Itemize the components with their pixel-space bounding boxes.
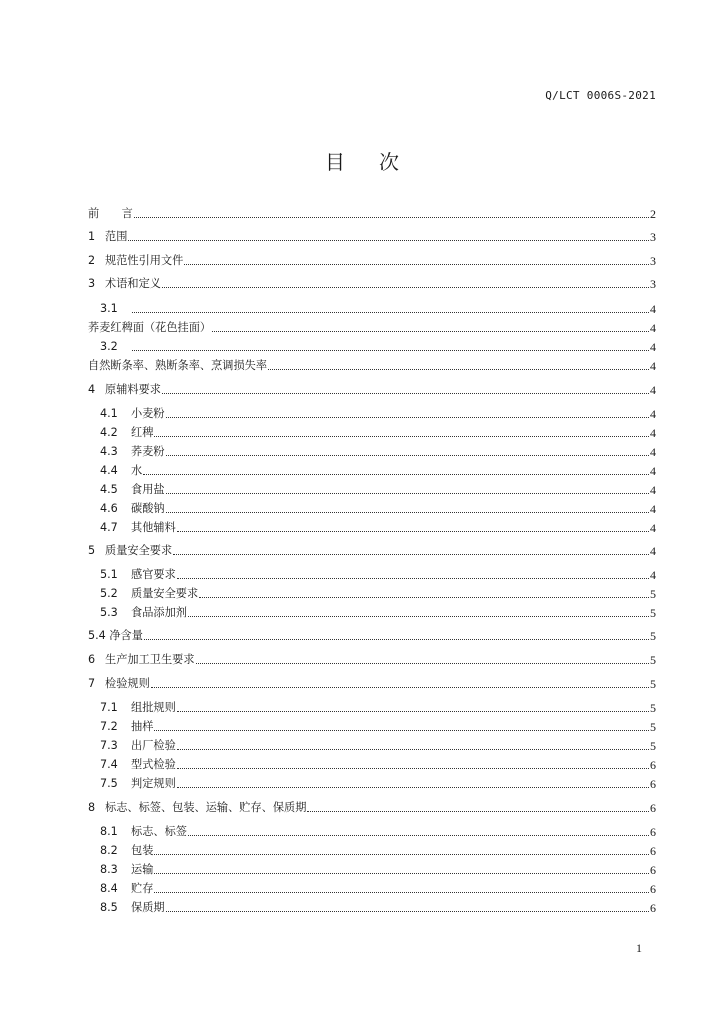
toc-entry-number: 5.2 [100, 587, 118, 600]
toc-entry-number: 3 [88, 277, 96, 290]
dot-leader [177, 577, 649, 579]
toc-entry-number: 5.3 [100, 606, 118, 619]
toc-entry-label: 贮存 [131, 882, 154, 895]
toc-entry-2[interactable] [88, 252, 656, 268]
toc-entry-number: 7.1 [100, 701, 118, 714]
toc-entry-number: 8.3 [100, 863, 118, 876]
toc-entry-label: 生产加工卫生要求 [105, 653, 195, 666]
toc-entry-3-1-term[interactable] [88, 319, 656, 335]
toc-page-number: 5 [650, 653, 656, 667]
dot-leader [177, 786, 649, 788]
toc-page-number: 5 [650, 629, 656, 643]
toc-page-number: 6 [650, 844, 656, 858]
toc-title: 目次 [325, 150, 433, 174]
toc-page-number: 6 [650, 801, 656, 815]
toc-entry-label: 检验规则 [105, 677, 150, 690]
toc-entry-label: 抽样 [131, 720, 154, 733]
dot-leader [128, 239, 649, 241]
dot-leader [134, 216, 649, 218]
toc-entry-label: 范围 [105, 230, 128, 243]
toc-entry-label: 质量安全要求 [131, 587, 199, 600]
toc-page-number: 4 [650, 445, 656, 459]
toc-entry-label: 荞麦粉 [131, 445, 165, 458]
toc-page-number: 6 [650, 825, 656, 839]
toc-entry-label: 原辅料要求 [105, 383, 161, 396]
toc-page-number: 5 [650, 677, 656, 691]
dot-leader [154, 872, 649, 874]
toc-entry-7-4[interactable] [100, 756, 656, 772]
toc-entry-number: 4 [88, 383, 96, 396]
toc-page-number: 5 [650, 739, 656, 753]
toc-entry-number: 3.1 [100, 302, 118, 315]
toc-entry-number: 7.2 [100, 720, 118, 733]
toc-entry-number: 8.1 [100, 825, 118, 838]
dot-leader [188, 834, 649, 836]
dot-leader [143, 473, 649, 475]
toc-page-number: 4 [650, 483, 656, 497]
toc-page-number: 4 [650, 464, 656, 478]
toc-entry-number: 1 [88, 230, 96, 243]
toc-entry-5-3[interactable] [100, 604, 656, 620]
toc-entry-3-1[interactable] [100, 300, 656, 316]
toc-page-number: 4 [650, 340, 656, 354]
toc-entry-number: 8.5 [100, 901, 118, 914]
toc-entry-number: 8.2 [100, 844, 118, 857]
toc-entry-number: 4.5 [100, 483, 118, 496]
toc-page-number: 3 [650, 230, 656, 244]
toc-page-number: 5 [650, 720, 656, 734]
toc-entry-label: 判定规则 [131, 777, 176, 790]
toc-entry-4-2[interactable] [100, 424, 656, 440]
toc-page-number: 4 [650, 359, 656, 373]
toc-entry-number: 3.2 [100, 340, 118, 353]
toc-entry-number: 4.3 [100, 445, 118, 458]
toc-page-number: 4 [650, 521, 656, 535]
dot-leader [199, 596, 649, 598]
toc-page-number: 6 [650, 758, 656, 772]
toc-page-number: 4 [650, 383, 656, 397]
toc-entry-number: 7 [88, 677, 96, 690]
toc-entry-8[interactable] [88, 799, 656, 815]
toc-entry-label: 小麦粉 [131, 407, 165, 420]
toc-entry-7-2[interactable] [100, 718, 656, 734]
toc-entry-3-2[interactable] [100, 338, 656, 354]
toc-entry-number: 5 [88, 544, 96, 557]
dot-leader [184, 263, 649, 265]
toc-entry-4-3[interactable] [100, 443, 656, 459]
toc-entry-label: 保质期 [131, 901, 165, 914]
toc-page-number: 2 [650, 207, 656, 221]
toc-entry-label: 5.4 净含量 [88, 629, 143, 642]
toc-entry-number: 8 [88, 801, 96, 814]
dot-leader [162, 392, 649, 394]
toc-entry-8-4[interactable] [100, 880, 656, 896]
dot-leader [154, 891, 649, 893]
dot-leader [196, 662, 649, 664]
dot-leader [173, 553, 649, 555]
toc-page-number: 4 [650, 544, 656, 558]
toc-page-number: 6 [650, 882, 656, 896]
toc-entry-label: 食品添加剂 [131, 606, 187, 619]
toc-entry-4-4[interactable] [100, 462, 656, 478]
toc-entry-number: 4.1 [100, 407, 118, 420]
toc-entry-label: 食用盐 [131, 483, 165, 496]
toc-entry-number: 4.6 [100, 502, 118, 515]
toc-entry-label: 感官要求 [131, 568, 176, 581]
toc-entry-label: 红稗 [131, 426, 154, 439]
toc-entry-label: 标志、标签、包装、运输、贮存、保质期 [105, 801, 307, 814]
dot-leader [154, 729, 649, 731]
toc-entry-8-2[interactable] [100, 842, 656, 858]
toc-entry-label: 标志、标签 [131, 825, 187, 838]
page-number: 1 [636, 941, 642, 955]
toc-entry-number: 4.7 [100, 521, 118, 534]
dot-leader [132, 311, 649, 313]
toc-entry-label: 其他辅料 [131, 521, 176, 534]
toc-entry-number: 2 [88, 254, 96, 267]
toc-page-number: 4 [650, 302, 656, 316]
toc-entry-5-2[interactable] [100, 585, 656, 601]
toc-entry-8-5[interactable] [100, 899, 656, 915]
toc-entry-number: 7.5 [100, 777, 118, 790]
toc-entry-3[interactable] [88, 275, 656, 291]
document-code: Q/LCT 0006S-2021 [545, 89, 656, 102]
toc-entry-1[interactable] [88, 228, 656, 244]
dot-leader [177, 748, 649, 750]
toc-entry-label: 荞麦红稗面（花色挂面） [88, 321, 212, 334]
toc-entry-label: 组批规则 [131, 701, 176, 714]
toc-page-number: 5 [650, 587, 656, 601]
dot-leader [166, 492, 649, 494]
toc-entry-7[interactable] [88, 675, 656, 691]
toc-entry-label: 出厂检验 [131, 739, 176, 752]
toc-entry-5[interactable] [88, 542, 656, 558]
toc-page-number: 6 [650, 863, 656, 877]
toc-entry-label: 运输 [131, 863, 154, 876]
toc-page-number: 6 [650, 901, 656, 915]
toc-page-number: 6 [650, 777, 656, 791]
toc-page-number: 4 [650, 502, 656, 516]
toc-entry-label: 水 [131, 464, 143, 477]
table-of-contents [88, 0, 656, 1024]
dot-leader [154, 435, 649, 437]
dot-leader [166, 454, 649, 456]
dot-leader [177, 767, 649, 769]
toc-entry-4[interactable] [88, 381, 656, 397]
toc-page-number: 5 [650, 701, 656, 715]
toc-page-number: 3 [650, 254, 656, 268]
dot-leader [212, 330, 649, 332]
toc-entry-label: 包装 [131, 844, 154, 857]
toc-entry-8-1[interactable] [100, 823, 656, 839]
toc-entry-5-1[interactable] [100, 566, 656, 582]
dot-leader [151, 686, 649, 688]
toc-page-number: 3 [650, 277, 656, 291]
toc-entry-6[interactable] [88, 651, 656, 667]
toc-entry-number: 4.2 [100, 426, 118, 439]
dot-leader [177, 530, 649, 532]
toc-entry-number: 5.1 [100, 568, 118, 581]
toc-entry-3-2-term[interactable] [88, 357, 656, 373]
toc-entry-label: 术语和定义 [105, 277, 161, 290]
toc-entry-8-3[interactable] [100, 861, 656, 877]
dot-leader [188, 615, 649, 617]
toc-entry-7-5[interactable] [100, 775, 656, 791]
dot-leader [162, 286, 649, 288]
toc-entry-preface[interactable] [88, 205, 656, 221]
toc-entry-label: 前 言 [88, 207, 133, 220]
toc-entry-label: 自然断条率、熟断条率、烹调损失率 [88, 359, 268, 372]
toc-entry-label: 型式检验 [131, 758, 176, 771]
toc-entry-label: 质量安全要求 [105, 544, 173, 557]
toc-entry-number: 4.4 [100, 464, 118, 477]
toc-entry-4-5[interactable] [100, 481, 656, 497]
dot-leader [132, 349, 649, 351]
toc-entry-4-7[interactable] [100, 519, 656, 535]
toc-page-number: 4 [650, 321, 656, 335]
toc-entry-label: 碳酸钠 [131, 502, 165, 515]
toc-entry-number: 6 [88, 653, 96, 666]
dot-leader [166, 416, 649, 418]
dot-leader [144, 638, 649, 640]
toc-entry-4-1[interactable] [100, 405, 656, 421]
dot-leader [177, 710, 649, 712]
toc-entry-4-6[interactable] [100, 500, 656, 516]
dot-leader [307, 810, 649, 812]
toc-entry-number: 8.4 [100, 882, 118, 895]
toc-entry-number: 7.4 [100, 758, 118, 771]
toc-entry-7-3[interactable] [100, 737, 656, 753]
toc-entry-number: 7.3 [100, 739, 118, 752]
dot-leader [268, 368, 649, 370]
dot-leader [166, 910, 649, 912]
dot-leader [154, 853, 649, 855]
dot-leader [166, 511, 649, 513]
toc-page-number: 4 [650, 568, 656, 582]
toc-entry-label: 规范性引用文件 [105, 254, 184, 267]
toc-page-number: 5 [650, 606, 656, 620]
toc-page-number: 4 [650, 426, 656, 440]
toc-entry-5-4[interactable] [88, 627, 656, 643]
toc-page-number: 4 [650, 407, 656, 421]
toc-entry-7-1[interactable] [100, 699, 656, 715]
